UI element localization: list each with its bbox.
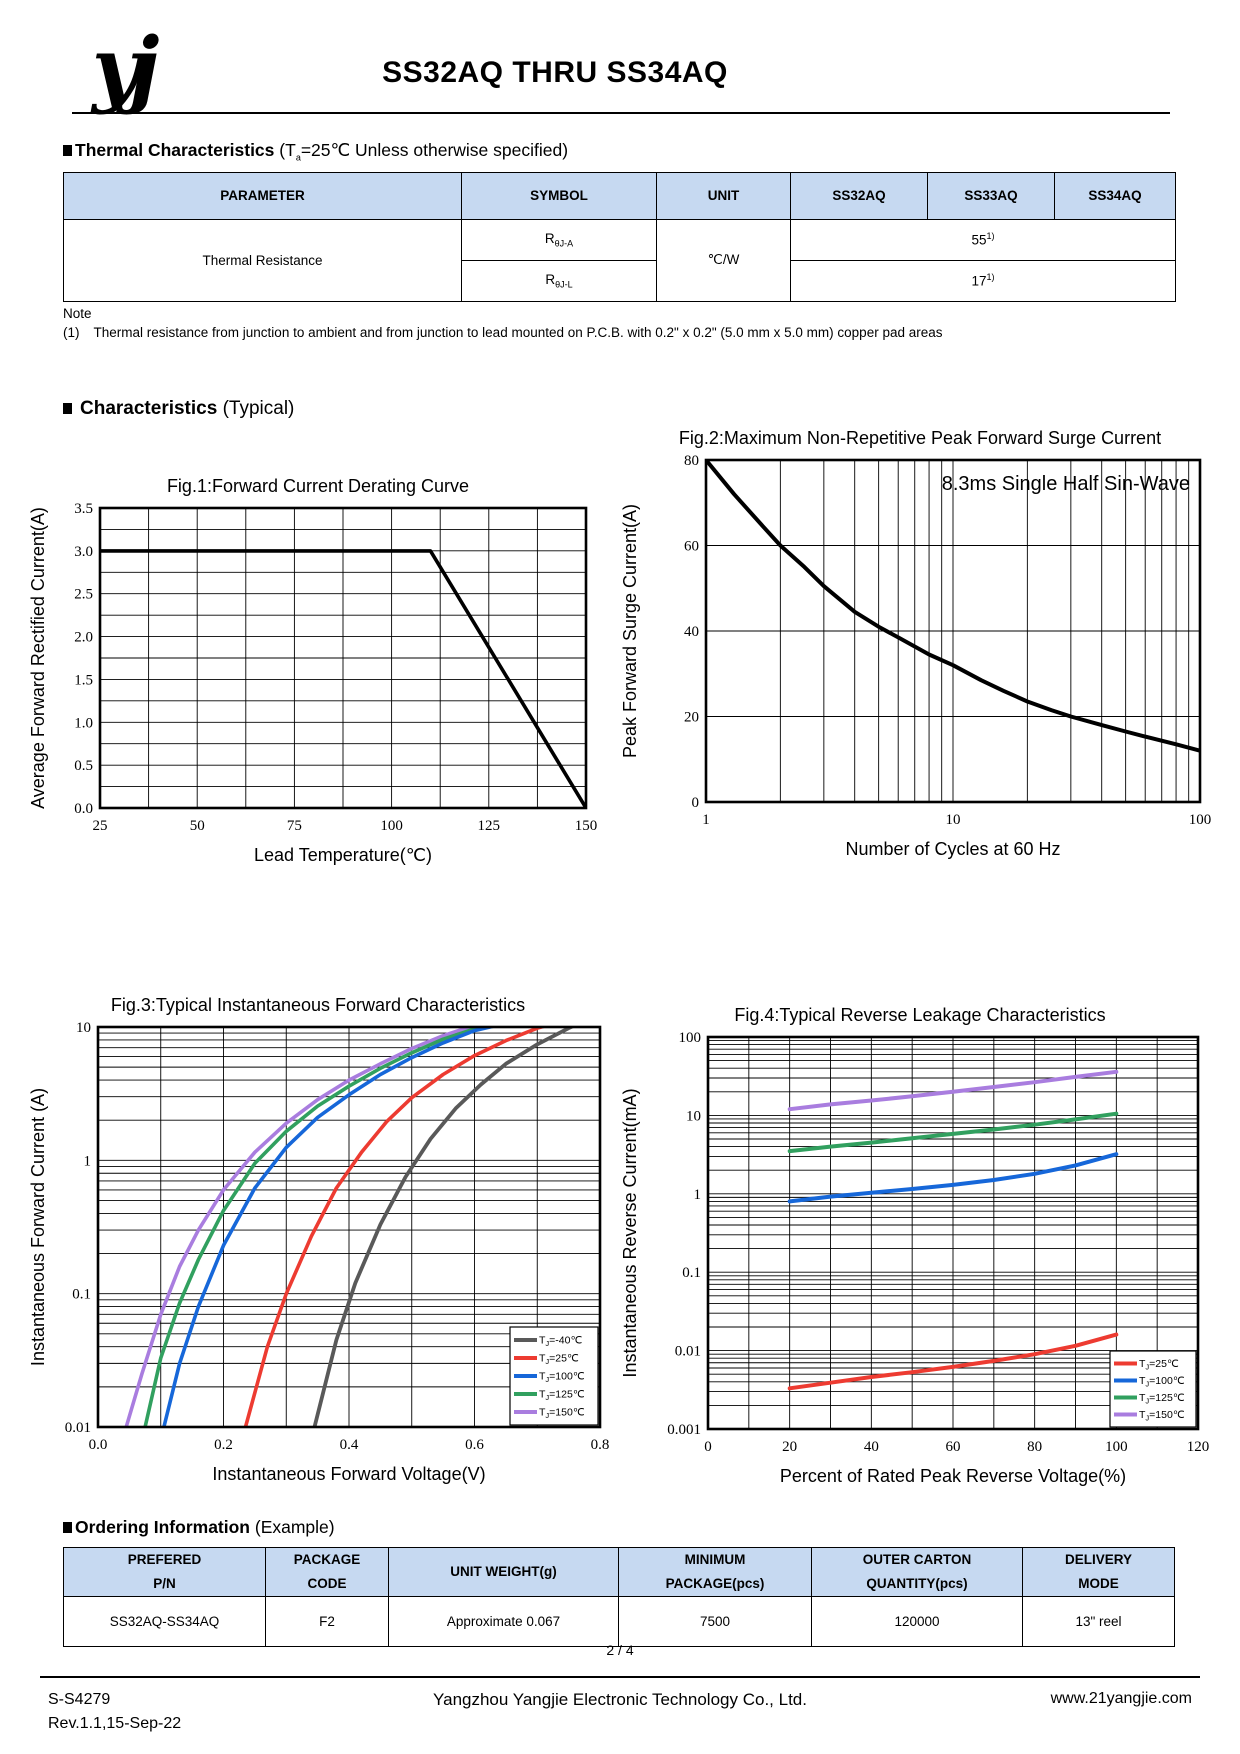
charts-area <box>26 420 1220 1505</box>
svg-text:TJ=125℃: $T_J=125℃$ <box>1139 1391 1185 1405</box>
svg-text:0.1: 0.1 <box>682 1264 701 1281</box>
logo-glyphs: yj <box>92 20 150 116</box>
header-divider <box>72 112 1170 114</box>
col-header-ss32aq: SS32AQ <box>791 172 928 219</box>
svg-text:0: 0 <box>704 1438 712 1455</box>
figure-1 <box>26 476 610 872</box>
svg-text:10: 10 <box>76 1019 91 1036</box>
fig1-chart <box>26 500 610 872</box>
svg-text:0.01: 0.01 <box>64 1419 91 1436</box>
cell-unit: ℃/W <box>657 219 791 301</box>
figure-4 <box>618 1005 1222 1495</box>
svg-text:TJ=-40℃: $T_J=-40℃$ <box>539 1334 583 1348</box>
cell-delivery-mode: 13" reel <box>1023 1596 1175 1646</box>
col-header-outer-carton: OUTER CARTON QUANTITY(pcs) <box>812 1547 1023 1596</box>
svg-text:TJ=100℃: $T_J=100℃$ <box>539 1370 585 1384</box>
svg-text:0.6: 0.6 <box>465 1436 484 1453</box>
thermal-characteristics-table <box>63 172 1176 302</box>
svg-text:125: 125 <box>477 817 501 834</box>
svg-text:20: 20 <box>782 1438 798 1455</box>
cell-parameter: Thermal Resistance <box>64 219 462 301</box>
page-number: 2 / 4 <box>606 1642 634 1658</box>
fig2-title: Fig.2:Maximum Non-Repetitive Peak Forward Surge Current <box>678 427 1162 448</box>
doc-revision: Rev.1.1,15-Sep-22 <box>48 1715 182 1732</box>
cell-symbol-rthja: $R_{\theta J-A}$ <box>462 219 657 260</box>
col-header-package-code: PACKAGE CODE <box>266 1547 389 1596</box>
svg-text:0.001: 0.001 <box>667 1421 701 1438</box>
svg-text:2.0: 2.0 <box>74 629 93 646</box>
svg-text:Peak Forward Surge Current(A): Peak Forward Surge Current(A) <box>620 503 640 758</box>
svg-text:Number of Cycles at 60 Hz: Number of Cycles at 60 Hz <box>845 838 1061 859</box>
ordering-heading-bold: Ordering Information <box>75 1516 250 1537</box>
svg-text:0: 0 <box>691 794 699 811</box>
page-title: SS32AQ THRU SS34AQ <box>382 56 728 89</box>
svg-text:2.5: 2.5 <box>74 586 93 603</box>
note-text: (1) Thermal resistance from junction to ambient and from junction to lead mounted on P.C.B. with 0.2" x 0.2" (5.0 mm x 5.0 mm) copper pad areas <box>63 324 943 340</box>
cell-symbol-rthjl: $R_{\theta J-L}$ <box>462 260 657 301</box>
fig1-title: Fig.1:Forward Current Derating Curve <box>166 475 470 496</box>
fig4-chart <box>618 1029 1222 1495</box>
footer-divider <box>40 1676 1200 1678</box>
col-header-symbol: SYMBOL <box>462 172 657 219</box>
svg-text:40: 40 <box>863 1438 879 1455</box>
svg-text:Instantaneous Reverse Current(: Instantaneous Reverse Current(mA) <box>620 1087 640 1378</box>
characteristics-section-heading <box>63 398 1178 420</box>
characteristics-heading-rest: (Typical) <box>222 397 295 419</box>
table-header-row <box>64 172 1176 219</box>
figure-2 <box>618 428 1222 866</box>
svg-text:100: 100 <box>380 817 403 834</box>
svg-text:120: 120 <box>1186 1438 1210 1455</box>
svg-text:0.1: 0.1 <box>72 1286 91 1303</box>
svg-text:0.8: 0.8 <box>590 1436 610 1453</box>
svg-text:1: 1 <box>693 1186 701 1203</box>
svg-text:0.0: 0.0 <box>88 1436 108 1453</box>
svg-text:40: 40 <box>684 623 699 640</box>
svg-text:25: 25 <box>92 817 108 834</box>
thermal-heading-condition: ($T_a=25℃$ Unless otherwise specified) <box>279 140 569 163</box>
svg-text:TJ=100℃: $T_J=100℃$ <box>1139 1374 1185 1388</box>
col-header-minimum-package: MINIMUM PACKAGE(pcs) <box>619 1547 812 1596</box>
fig3-chart <box>26 1019 610 1493</box>
svg-text:1.0: 1.0 <box>74 714 93 731</box>
svg-text:Percent of Rated Peak Reverse: Percent of Rated Peak Reverse Voltage(%) <box>779 1465 1127 1486</box>
svg-text:TJ=125℃: $T_J=125℃$ <box>539 1388 585 1402</box>
cell-prefered-pn: SS32AQ-SS34AQ <box>64 1596 266 1646</box>
ordering-information-table <box>63 1547 1175 1647</box>
svg-text:3.5: 3.5 <box>74 500 93 517</box>
svg-text:10: 10 <box>686 1107 701 1124</box>
cell-value-17: 17$^{1)}$ <box>791 260 1176 301</box>
col-header-unit: UNIT <box>657 172 791 219</box>
svg-text:1: 1 <box>83 1152 91 1169</box>
svg-text:Instantaneous Forward Current: Instantaneous Forward Current (A) <box>28 1087 48 1366</box>
table-row <box>64 219 1176 260</box>
table-row <box>64 1596 1175 1646</box>
svg-text:80: 80 <box>684 452 699 469</box>
svg-text:TJ=150℃: $T_J=150℃$ <box>539 1406 585 1420</box>
svg-text:60: 60 <box>684 538 699 554</box>
svg-text:10: 10 <box>945 811 961 828</box>
svg-text:100: 100 <box>1188 811 1212 828</box>
square-bullet-icon <box>63 145 72 156</box>
col-header-prefered-pn: PREFERED P/N <box>64 1547 266 1596</box>
svg-text:100: 100 <box>1105 1438 1128 1455</box>
ordering-section-heading <box>63 1517 1178 1538</box>
footer-company: Yangzhou Yangjie Electronic Technology Co., Ltd. <box>433 1690 807 1709</box>
footer-website: www.21yangjie.com <box>1050 1690 1192 1707</box>
svg-text:Average Forward Rectified Curr: Average Forward Rectified Current(A) <box>28 506 48 809</box>
svg-text:60: 60 <box>945 1438 961 1455</box>
svg-text:TJ=25℃: $T_J=25℃$ <box>539 1352 579 1366</box>
svg-text:TJ=25℃: $T_J=25℃$ <box>1139 1357 1179 1371</box>
svg-text:1: 1 <box>702 811 710 828</box>
characteristics-heading-bold: Characteristics <box>80 397 218 419</box>
thermal-heading-bold: Thermal Characteristics <box>75 140 275 160</box>
figure-3 <box>26 995 610 1493</box>
note-label: Note <box>63 305 92 321</box>
cell-package-code: F2 <box>266 1596 389 1646</box>
svg-text:3.0: 3.0 <box>74 543 93 560</box>
col-header-ss33aq: SS33AQ <box>928 172 1055 219</box>
svg-text:75: 75 <box>286 817 302 834</box>
svg-text:8.3ms Single Half Sin-Wave: 8.3ms Single Half Sin-Wave <box>941 472 1190 495</box>
svg-text:150: 150 <box>574 817 598 834</box>
thermal-section-heading <box>63 140 1178 163</box>
cell-value-55: 55$^{1)}$ <box>791 219 1176 260</box>
square-bullet-icon <box>63 403 72 414</box>
svg-text:100: 100 <box>678 1029 701 1046</box>
fig4-title: Fig.4:Typical Reverse Leakage Characteristics <box>734 1004 1106 1025</box>
table-header-row <box>64 1547 1175 1596</box>
cell-unit-weight: Approximate 0.067 <box>389 1596 619 1646</box>
svg-text:0.2: 0.2 <box>214 1436 233 1453</box>
square-bullet-icon <box>63 1522 72 1533</box>
svg-text:20: 20 <box>684 709 699 725</box>
fig3-title: Fig.3:Typical Instantaneous Forward Characteristics <box>110 994 526 1015</box>
doc-number: S-S4279 <box>48 1691 111 1708</box>
svg-text:0.0: 0.0 <box>74 800 93 817</box>
ordering-heading-rest: (Example) <box>254 1516 335 1537</box>
col-header-delivery-mode: DELIVERY MODE <box>1023 1547 1175 1596</box>
cell-outer-carton: 120000 <box>812 1596 1023 1646</box>
svg-text:0.5: 0.5 <box>74 757 93 774</box>
svg-text:50: 50 <box>189 817 205 834</box>
svg-text:Instantaneous Forward Voltage(: Instantaneous Forward Voltage(V) <box>212 1463 486 1484</box>
svg-text:0.4: 0.4 <box>339 1436 359 1453</box>
col-header-unit-weight: UNIT WEIGHT(g) <box>389 1547 619 1596</box>
svg-text:0.01: 0.01 <box>674 1343 701 1360</box>
svg-text:80: 80 <box>1027 1438 1043 1455</box>
svg-text:Lead Temperature(℃): Lead Temperature(℃) <box>254 844 432 865</box>
cell-minimum-package: 7500 <box>619 1596 812 1646</box>
col-header-ss34aq: SS34AQ <box>1055 172 1176 219</box>
svg-text:TJ=150℃: $T_J=150℃$ <box>1139 1408 1185 1422</box>
fig2-chart <box>618 452 1222 866</box>
col-header-parameter: PARAMETER <box>64 172 462 219</box>
svg-text:1.5: 1.5 <box>74 671 93 688</box>
